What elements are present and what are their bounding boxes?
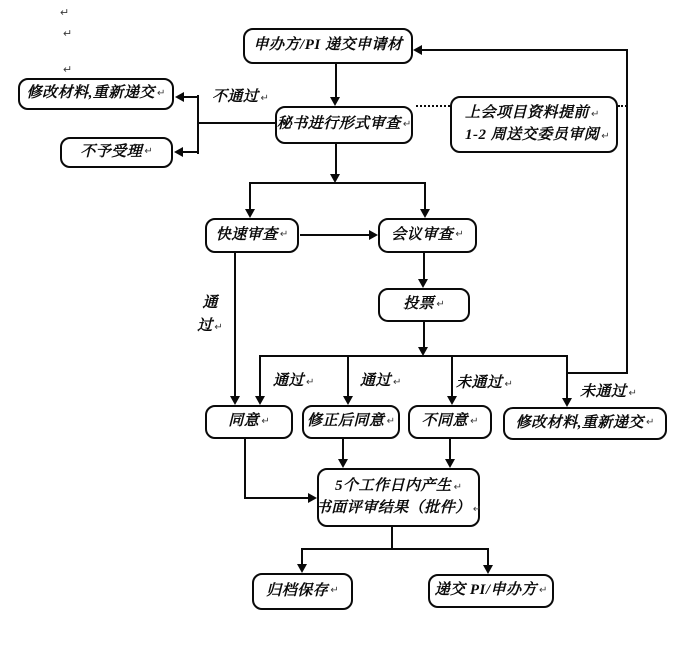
edge-to-modify-top-arrowhead [175, 92, 184, 102]
node-apply [243, 28, 413, 64]
node-result-line2-text: 书面评审结果（批件） [315, 499, 471, 516]
node-secretary-label: 秘书进行形式审查 [276, 116, 401, 133]
node-secretary [275, 106, 413, 144]
label-not-pass-2-text: 未通过 [580, 384, 627, 400]
edge-secretary-split [335, 144, 337, 175]
paragraph-mark-icon: ↵ [306, 377, 315, 388]
node-agree-label: 同意 [228, 413, 260, 430]
edge-secretary-notpass [197, 122, 275, 124]
label-not-pass-1 [456, 371, 513, 392]
edge-agree-to-result [244, 497, 309, 499]
node-vote-label: 投票 [403, 296, 435, 313]
paragraph-mark-icon: ↵ [214, 322, 223, 334]
edge-to-reject [183, 151, 198, 153]
node-fast-review-label: 快速审查 [215, 226, 278, 243]
edge-loop-top [422, 49, 628, 51]
node-result-line1-text: 5个工作日内产生 [335, 477, 452, 494]
edge-branch-to-agree-arrowhead [255, 396, 265, 405]
node-modify-bottom-label: 修改材料,重新递交 [515, 414, 644, 431]
node-reject-label: 不予受理 [80, 143, 143, 160]
edge-vote-branch [423, 322, 425, 348]
edge-split-to-fast-arrowhead [245, 209, 255, 218]
label-pass-2-text: 通过 [360, 373, 392, 389]
node-result-line2 [316, 498, 481, 520]
edge-to-reject-arrowhead [174, 147, 183, 157]
label-pass-2 [360, 369, 401, 390]
node-meeting-materials-line1 [465, 103, 599, 125]
edge-fast-to-agree [234, 253, 236, 397]
edge-branch-to-modify-arrowhead [562, 398, 572, 407]
paragraph-mark-icon: ↵ [504, 379, 513, 390]
edge-loop-vertical [626, 49, 628, 374]
node-fast-review [205, 218, 299, 253]
edge-branch-to-revision [347, 355, 349, 397]
paragraph-mark-icon: ↵ [330, 585, 339, 597]
paragraph-mark-icon: ↵ [645, 417, 655, 429]
node-archive [252, 573, 353, 610]
node-modify-top [18, 78, 174, 110]
paragraph-mark-icon: ↵ [144, 146, 153, 158]
paragraph-mark-icon: ↵ [455, 229, 464, 241]
edge-branch-to-disagree [451, 355, 453, 397]
edge-meeting-vote [423, 253, 425, 280]
node-meeting-materials-line2 [465, 125, 610, 147]
node-meeting-review-label: 会议审查 [391, 226, 454, 243]
edge-result-down [391, 527, 393, 549]
edge-to-submit-arrowhead [483, 565, 493, 574]
edge-branch-to-revision-arrowhead [343, 396, 353, 405]
paragraph-mark-icon: ↵ [470, 415, 479, 427]
edge-split-to-fast [249, 182, 251, 209]
label-not-pass-form [212, 85, 269, 106]
edge-revision-to-result-arrowhead [338, 459, 348, 468]
edge-loop-top-arrowhead [413, 45, 422, 55]
paragraph-mark-icon: ↵ [63, 28, 73, 40]
edge-disagree-to-result-arrowhead [445, 459, 455, 468]
dotted-connector-right [618, 105, 627, 107]
edge-branch-to-modify [566, 355, 568, 398]
node-result [317, 468, 480, 527]
paragraph-mark-icon: ↵ [539, 584, 548, 596]
edge-loop-junction [566, 372, 628, 374]
paragraph-mark-icon: ↵ [393, 377, 402, 388]
paragraph-mark-icon: ↵ [453, 481, 462, 493]
label-pass-vertical-char1: 通 [202, 295, 218, 311]
label-not-pass-form-text: 不通过 [212, 89, 259, 105]
edge-fast-meeting [300, 234, 370, 236]
label-pass-vertical [197, 292, 223, 339]
node-submit-label: 递交 PI/申办方 [434, 582, 538, 599]
edge-split-bar [249, 182, 426, 184]
node-modify-bottom [503, 407, 667, 440]
node-meeting-materials-line1-text: 上会项目资料提前 [465, 104, 590, 121]
node-agree-after-revision [302, 405, 400, 439]
edge-to-archive [301, 548, 303, 565]
label-not-pass-1-text: 未通过 [456, 375, 503, 391]
edge-branch-to-agree [259, 355, 261, 397]
edge-apply-secretary-arrowhead [330, 97, 340, 106]
edge-to-archive-arrowhead [297, 564, 307, 573]
node-modify-top-label: 修改材料,重新递交 [26, 85, 155, 102]
node-disagree [408, 405, 492, 439]
node-archive-label: 归档保存 [266, 582, 329, 599]
paragraph-mark-icon: ↵ [279, 229, 289, 241]
label-pass-1-text: 通过 [273, 373, 305, 389]
node-reject [60, 137, 173, 168]
edge-split-to-meeting-arrowhead [420, 209, 430, 218]
node-submit [428, 574, 554, 608]
paragraph-mark-icon: ↵ [60, 7, 70, 19]
edge-split-to-meeting [424, 182, 426, 209]
node-agree [205, 405, 293, 439]
label-pass-vertical-char2: 过 [197, 318, 213, 335]
label-pass-1 [273, 369, 314, 390]
edge-agree-down [244, 439, 246, 499]
node-vote [378, 288, 470, 322]
label-not-pass-2 [580, 380, 637, 401]
label-pass-vertical-line2 [197, 315, 223, 338]
edge-notpass-junction [197, 95, 199, 154]
paragraph-mark-icon: ↵ [628, 388, 637, 399]
paragraph-mark-icon: ↵ [591, 108, 600, 120]
node-result-line1 [335, 476, 462, 498]
node-meeting-review [378, 218, 477, 253]
edge-meeting-vote-arrowhead [418, 279, 428, 288]
edge-to-submit [487, 548, 489, 566]
node-meeting-materials-line2-text: 1-2 周送交委员审阅 [465, 126, 600, 143]
node-apply-label: 申办方/PI 递交申请材 [253, 37, 403, 54]
edge-fast-meeting-arrowhead [369, 230, 378, 240]
paragraph-mark-icon: ↵ [436, 298, 445, 310]
dotted-connector-left [416, 105, 450, 107]
node-meeting-materials [450, 96, 618, 153]
paragraph-mark-icon: ↵ [261, 415, 270, 427]
edge-branch-to-disagree-arrowhead [447, 396, 457, 405]
paragraph-mark-icon: ↵ [386, 415, 395, 427]
node-agree-after-revision-label: 修正后同意 [307, 413, 385, 430]
edge-apply-secretary [335, 64, 337, 97]
edge-revision-to-result [342, 439, 344, 460]
node-disagree-label: 不同意 [421, 413, 469, 430]
edge-branch-bar [259, 355, 568, 357]
paragraph-mark-icon: ↵ [472, 503, 482, 515]
paragraph-mark-icon: ↵ [260, 93, 269, 104]
edge-fast-to-agree-arrowhead [230, 396, 240, 405]
paragraph-mark-icon: ↵ [402, 118, 412, 130]
paragraph-mark-icon: ↵ [63, 64, 73, 76]
edge-to-modify-top [184, 96, 198, 98]
paragraph-mark-icon: ↵ [156, 87, 166, 99]
edge-bottom-bar [301, 548, 489, 550]
paragraph-mark-icon: ↵ [601, 130, 610, 142]
edge-disagree-to-result [449, 439, 451, 460]
